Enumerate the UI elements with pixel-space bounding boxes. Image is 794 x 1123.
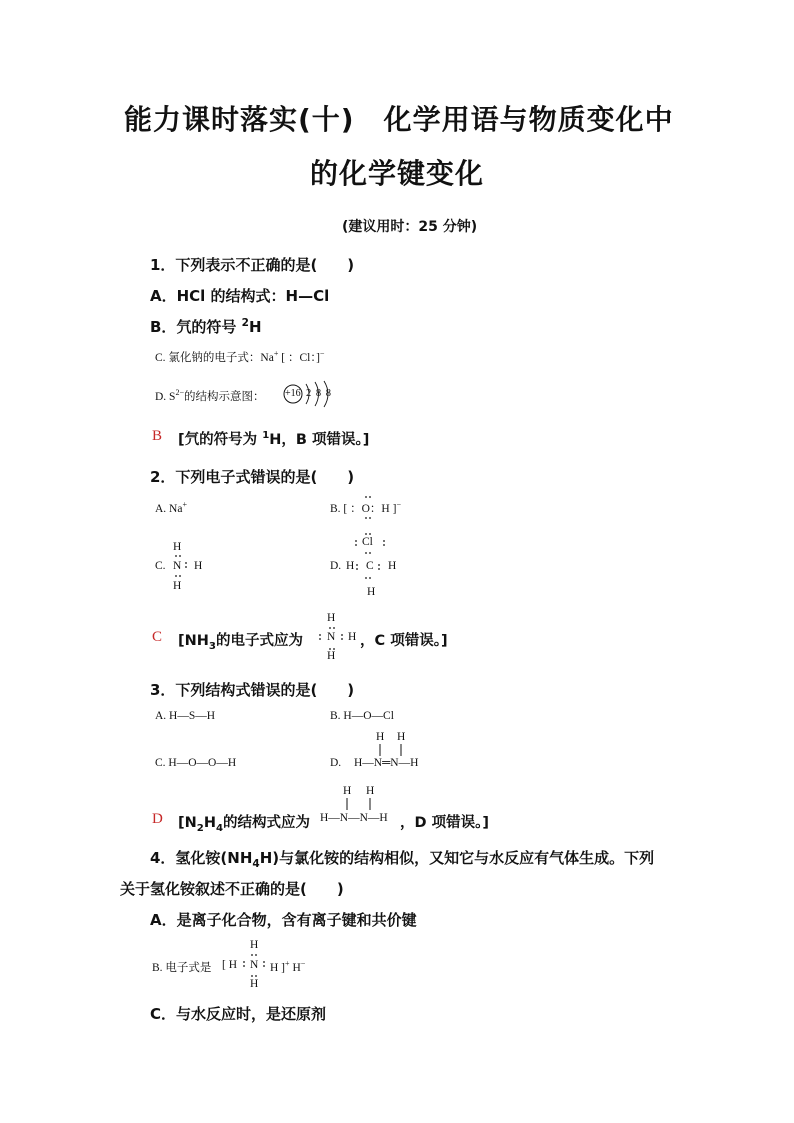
q4-option-b-h-top: H <box>250 939 259 951</box>
q2-answer-h-right: H <box>348 631 357 643</box>
q4-stem-line1: 4．氢化铵$(NH_4H)$与氯化铵的结构相似，又知它与水反应有气体生成。下列 <box>150 849 655 870</box>
q2-option-c-label: C. <box>155 560 166 572</box>
q1-answer-explanation: [氕的符号为 $^1$H，B 项错误。] <box>178 430 370 448</box>
q3-answer-letter: D <box>152 811 163 827</box>
q3-option-a: A. H—S—H <box>155 710 216 722</box>
q3-option-d-vertical-bonds <box>375 743 405 757</box>
q2-option-c-h-bottom: H <box>173 580 182 592</box>
q2-answer-n: N <box>327 631 336 643</box>
q2-option-d-h-left: H <box>346 560 355 572</box>
q4-option-a: A．是离子化合物，含有离子键和共价键 <box>150 911 417 929</box>
q2-option-c-electron-dots <box>166 548 196 584</box>
q2-option-d-c: C <box>366 560 374 572</box>
q3-answer-explanation-start: [$N_2H_4$的结构式应为 <box>178 815 310 834</box>
sulfide-shell-electrons: 2 8 8 <box>306 388 331 399</box>
q2-option-b: B. [ ：O：H ]− <box>330 500 401 515</box>
q2-answer-electron-dots <box>318 622 352 656</box>
q3-stem: 3．下列结构式错误的是( ) <box>150 681 355 699</box>
q2-answer-explanation-start: [$NH_3$的电子式应为 <box>178 633 303 652</box>
q4-stem-line2: 关于氢化铵叙述不正确的是( ) <box>120 880 344 898</box>
q3-option-d-label: D. <box>330 757 342 769</box>
q2-answer-h-bottom: H <box>327 650 336 662</box>
q3-option-c: C. H—O—O—H <box>155 757 237 769</box>
q2-option-c-n: N <box>173 560 182 572</box>
q4-option-b-open: [ H <box>222 959 238 971</box>
q4-option-c: C．与水反应时，是还原剂 <box>150 1005 327 1023</box>
q1-option-a: A．HCl 的结构式：H—Cl <box>150 287 330 305</box>
q4-option-b-electron-dots <box>240 950 270 982</box>
q1-stem: 1．下列表示不正确的是( ) <box>150 256 355 274</box>
q2-option-d-h-right: H <box>388 560 397 572</box>
q1-answer-letter: B <box>152 428 163 444</box>
page-title-line1: 能力课时落实(十) 化学用语与物质变化中 <box>124 103 674 136</box>
q4-option-b-label: B. 电子式是 <box>152 962 212 974</box>
q4-option-b-close: H ]+ H− <box>270 959 306 974</box>
q2-option-a: A. Na+ <box>155 500 188 515</box>
q2-answer-h-top: H <box>327 612 336 624</box>
q2-answer-explanation-end: ，C 项错误。] <box>360 633 448 649</box>
q1-option-d: D. $S^{2-}$的结构示意图： <box>155 388 265 403</box>
q3-answer-explanation-end: ，D 项错误。] <box>400 815 489 831</box>
q3-option-b: B. H—O—Cl <box>330 710 394 722</box>
q2-option-c-h-right: H <box>194 560 203 572</box>
q4-option-b-n: N <box>250 959 259 971</box>
q2-answer-letter: C <box>152 629 163 645</box>
q2-option-b-electron-dots <box>356 494 386 524</box>
page-title-line2: 的化学键变化 <box>310 157 485 190</box>
q3-answer-chain: H—N—N—H <box>320 812 388 824</box>
q2-stem: 2．下列电子式错误的是( ) <box>150 468 355 486</box>
q2-option-d-h-bottom: H <box>367 586 376 598</box>
q1-option-b: B．氕的符号 $^2$H <box>150 317 262 336</box>
suggested-time: (建议用时：25 分钟) <box>342 219 478 235</box>
q3-answer-h-n1: H <box>343 785 352 797</box>
q3-answer-h-n2: H <box>366 785 375 797</box>
q3-answer-vertical-bonds <box>342 797 374 811</box>
q1-option-c: C. 氯化钠的电子式：Na+ [ ：Cl：]− <box>155 349 325 364</box>
q2-option-d-label: D. <box>330 560 342 572</box>
q4-option-b-h-bottom: H <box>250 978 259 990</box>
sulfide-nucleus-charge: +16 <box>285 388 301 399</box>
q2-option-d-cl: Cl <box>362 536 373 548</box>
q3-option-d-chain: H—N═N—H <box>354 757 419 769</box>
q2-option-c-h-top: H <box>173 541 182 553</box>
q3-option-d-h-n1: H <box>376 731 385 743</box>
q2-option-d-electron-dots <box>340 528 410 588</box>
q3-option-d-h-n2: H <box>397 731 406 743</box>
